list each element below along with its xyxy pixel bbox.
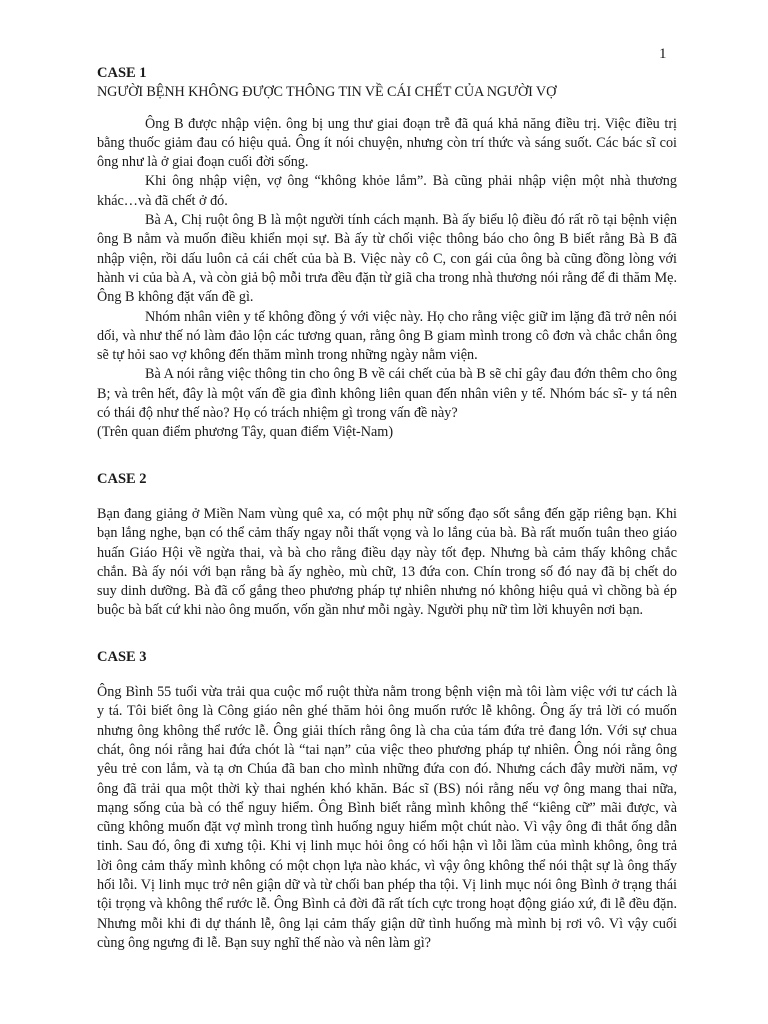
case-1-paragraph-3: Bà A, Chị ruột ông B là một người tính cách mạnh. Bà ấy biểu lộ điều đó rất rõ tại bệnh viện ông B nằm và muốn điều khiển mọi sự. Bà ấy từ chối việc thông báo cho ông B biết rằng Bà B đã nhập viện, rồi dấu luôn cả cái chết của bà B. Việc này cô C, con gái của ông bà cũng đồng lòng với hành vi của bà A, và còn giả bộ mỗi trưa đều đặn từ giã cha trong nhà thương nói rằng để đi thăm Mẹ. Ông B không đặt vấn đề gì. bbox=[97, 212, 677, 306]
case-3-section bbox=[97, 648, 677, 953]
case-1-section bbox=[97, 64, 677, 443]
case-3-paragraph: Ông Bình 55 tuổi vừa trải qua cuộc mổ ruột thừa nằm trong bệnh viện mà tôi làm việc với tư cách là y tá. Tôi biết ông là Công giáo nên ghé thăm hỏi ông muốn rước lễ không. Ông ấy trả lời có muốn nhưng ông không thể rước lễ. Ông giải thích rằng ông là cha của tám đứa trẻ đang lớn. Với sự chua chát, ông nói rằng hai đứa chót là “tai nạn” của việc theo phương pháp tự nhiên. Ông nói rằng ông yêu trẻ con lắm, và tạ ơn Chúa đã ban cho mình những đứa con đó. Nhưng cách đây mười năm, vợ ông đã trải qua một thời kỳ thai nghén khó khăn. Bác sĩ (BS) nói rằng nếu vợ ông mang thai nữa, mạng sống của bà có thể nguy hiểm. Ông Bình biết rằng mình không thể “kiêng cữ” mãi được, và cũng không muốn đặt vợ mình trong tình huống nguy hiểm một chút nào. Vì vậy ông đi thắt ống dẫn tinh. Sau đó, ông đi xưng tội. Khi vị linh mục hỏi ông có hối hận vì lỗi lầm của mình không, ông trả lời ông cảm thấy mình không có một chọn lựa nào khác, vì vậy ông không thể nói thật sự là ông thấy hối lỗi. Vị linh mục trở nên giận dữ và từ chối ban phép tha tội. Vị linh mục nói ông Bình ở trạng thái tội trọng và không thể rước lễ. Ông Bình cả đời đã rất tích cực trong hoạt động giáo xứ, đi lễ đều đặn. Nhưng mỗi khi đi dự thánh lễ, ông lại cảm thấy giận dữ tình huống mà mình bị rơi vô. Vì vậy cuối cùng ông ngưng đi lễ. Bạn suy nghĩ thế nào và nên làm gì? bbox=[97, 684, 677, 951]
case-1-paragraph-4: Nhóm nhân viên y tế không đồng ý với việc này. Họ cho rằng việc giữ im lặng đã trở nên nói dối, và như thế nó làm đảo lộn các tương quan, rằng ông B giam mình trong cô đơn và chắc chắn ông sẽ tự hỏi sao vợ không đến thăm mình trong những ngày nằm viện. bbox=[97, 308, 677, 364]
case-1-title: NGƯỜI BỆNH KHÔNG ĐƯỢC THÔNG TIN VỀ CÁI CHẾT CỦA NGƯỜI VỢ bbox=[97, 84, 557, 101]
page-number: 1 bbox=[659, 46, 667, 62]
case-1-paragraph-2: Khi ông nhập viện, vợ ông “không khỏe lắm”. Bà cũng phải nhập viện một nhà thương khác…và đã chết ở đó. bbox=[97, 173, 677, 209]
case-1-note: (Trên quan điểm phương Tây, quan điểm Việt-Nam) bbox=[97, 424, 394, 441]
document-body bbox=[97, 64, 677, 953]
case-1-paragraph-1: Ông B được nhập viện. ông bị ung thư giai đoạn trễ đã quá khả năng điều trị. Việc điều trị bằng thuốc giảm đau có hiệu quả. Ông ít nói chuyện, nhưng còn trí thức và sáng suốt. Các bác sĩ coi ông như là ở giai đoạn cuối đời sống. bbox=[97, 115, 677, 171]
case-2-heading: CASE 2 bbox=[97, 470, 147, 487]
case-2-paragraph: Bạn đang giảng ở Miền Nam vùng quê xa, có một phụ nữ sống đạo sốt sắng đến gặp riêng bạn. Khi bạn lắng nghe, bạn có thể cảm thấy ngay nỗi thất vọng và lo lắng của bà. Bà rất muốn tuân theo giáo huấn Giáo Hội về ngừa thai, và bà cho rằng điều dạy này tốt đẹp. Nhưng bà cảm thấy không chắc chắn. Bà ấy nói với bạn rằng bà ấy nghèo, mù chữ, 13 đứa con. Chín trong số đó nay đã bị chết do suy dinh dưỡng. Bà đã cố gắng theo phương pháp tự nhiên nhưng nó không hiệu quả vì chồng bà ép buộc bà bất cứ khi nào ông muốn, vốn gần như mỗi ngày. Người phụ nữ tìm lời khuyên nơi bạn. bbox=[97, 505, 677, 619]
case-1-paragraph-5: Bà A nói rằng việc thông tin cho ông B về cái chết của bà B sẽ chỉ gây đau đớn thêm cho ông B; và trên hết, đây là một vấn đề gia đình không liên quan đến nhân viên y tế. Nhóm bác sĩ- y tá nên có thái độ như thế nào? Họ có trách nhiệm gì trong vấn đề này? bbox=[97, 366, 677, 422]
case-1-heading: CASE 1 bbox=[97, 65, 147, 81]
case-2-section bbox=[97, 470, 677, 621]
case-3-heading: CASE 3 bbox=[97, 648, 147, 665]
